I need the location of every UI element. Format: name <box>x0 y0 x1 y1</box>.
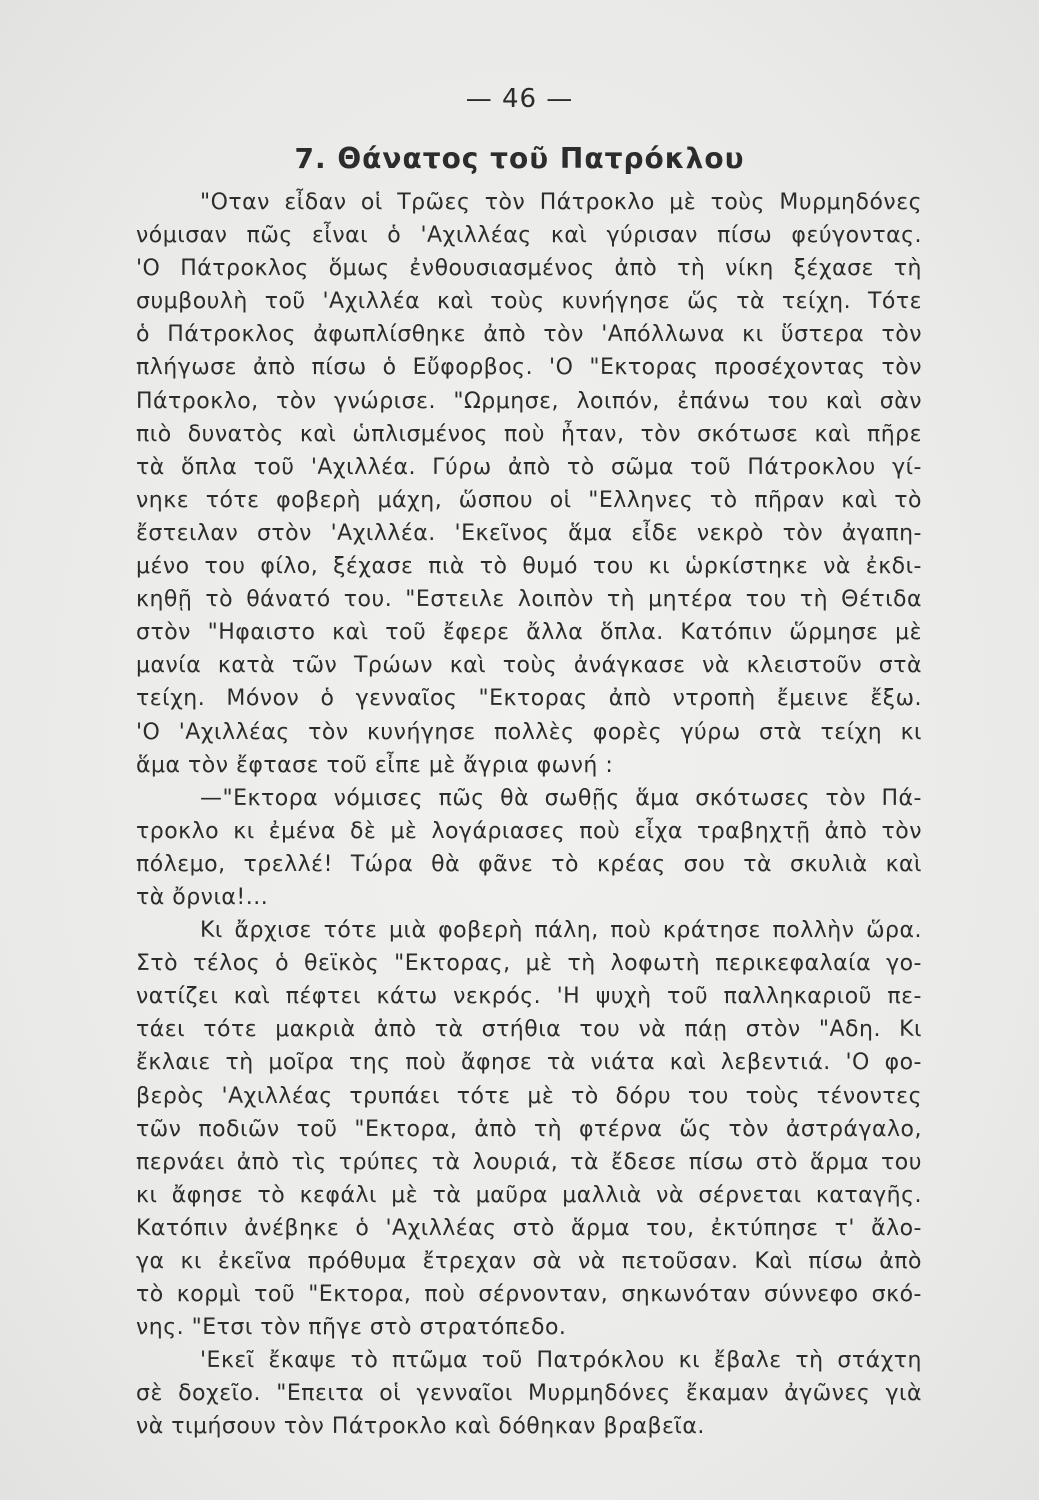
text-line: τροκλο κι ἐμένα δὲ μὲ λογάριασες ποὺ εἶχα τραβηχτῇ ἀπὸ τὸν <box>136 818 922 844</box>
text-line: πιὸ δυνατὸς καὶ ὡπλισμένος ποὺ ἦταν, τὸν σκότωσε καὶ πῆρε <box>136 421 922 447</box>
body-text <box>136 186 922 1444</box>
text-line: Πάτροκλο, τὸν γνώρισε. "Ωρμησε, λοιπόν, ἐπάνω του καὶ σὰν <box>136 388 922 414</box>
text-line: κι ἄφησε τὸ κεφάλι μὲ τὰ μαῦρα μαλλιὰ νὰ σέρνεται καταγῆς. <box>136 1182 922 1208</box>
text-line: 'Ο Πάτροκλος ὅμως ἐνθουσιασμένος ἀπὸ τὴ νίκη ξέχασε τὴ <box>136 256 922 282</box>
text-line: τὰ ὄρνια!... <box>136 884 269 910</box>
page-number: — 46 — <box>465 84 574 114</box>
text-line: νὰ τιμήσουν τὸν Πάτροκλο καὶ δόθηκαν βραβεῖα. <box>136 1414 705 1440</box>
text-line: γα κι ἐκεῖνα πρόθυμα ἔτρεχαν σὰ νὰ πετοῦσαν. Καὶ πίσω ἀπὸ <box>136 1249 922 1274</box>
text-line: βερὸς 'Αχιλλέας τρυπάει τότε μὲ τὸ δόρυ του τοὺς τένοντες <box>136 1083 922 1109</box>
text-line: "Οταν εἶδαν οἱ Τρῶες τὸν Πάτροκλο μὲ τοὺς Μυρμηδόνες <box>200 190 922 215</box>
text-line: στὸν "Ηφαιστο καὶ τοῦ ἔφερε ἄλλα ὅπλα. Κατόπιν ὥρμησε μὲ <box>136 620 922 646</box>
text-line: νόμισαν πῶς εἶναι ὁ 'Αχιλλέας καὶ γύρισαν πίσω φεύγοντας. <box>136 223 922 249</box>
text-line: περνάει ἀπὸ τὶς τρύπες τὰ λουριά, τὰ ἔδεσε πίσω στὸ ἅρμα του <box>136 1149 922 1175</box>
text-line: κηθῇ τὸ θάνατό του. "Εστειλε λοιπὸν τὴ μητέρα του τὴ Θέτιδα <box>136 587 922 613</box>
text-line: νηκε τότε φοβερὴ μάχη, ὥσπου οἱ "Ελληνες τὸ πῆραν καὶ τὸ <box>136 487 922 513</box>
text-line: μένο του φίλο, ξέχασε πιὰ τὸ θυμό του κι ὡρκίστηκε νὰ ἐκδι- <box>136 554 922 580</box>
text-line: Κι ἄρχισε τότε μιὰ φοβερὴ πάλη, ποὺ κράτησε πολλὴν ὥρα. <box>200 918 922 944</box>
text-line: ἔκλαιε τὴ μοῖρα της ποὺ ἄφησε τὰ νιάτα καὶ λεβεντιά. 'Ο φο- <box>136 1050 922 1076</box>
text-line: σὲ δοχεῖο. "Επειτα οἱ γενναῖοι Μυρμηδόνες ἔκαμαν ἀγῶνες γιὰ <box>136 1381 922 1407</box>
text-line: ὁ Πάτροκλος ἀφωπλίσθηκε ἀπὸ τὸν 'Απόλλωνα κι ὕστερα τὸν <box>136 322 922 348</box>
chapter-title: 7. Θάνατος τοῦ Πατρόκλου <box>294 142 745 175</box>
text-line: Στὸ τέλος ὁ θεϊκὸς "Εκτορας, μὲ τὴ λοφωτὴ περικεφαλαία γο- <box>136 951 922 977</box>
text-line: συμβουλὴ τοῦ 'Αχιλλέα καὶ τοὺς κυνήγησε ὥς τὰ τείχη. Τότε <box>136 289 922 315</box>
text-line: τείχη. Μόνον ὁ γενναῖος "Εκτορας ἀπὸ ντροπὴ ἔμεινε ἔξω. <box>136 686 922 712</box>
text-line: πλήγωσε ἀπὸ πίσω ὁ Εὔφορβος. 'Ο "Εκτορας προσέχοντας τὸν <box>136 355 922 381</box>
text-line: ἅμα τὸν ἔφτασε τοῦ εἶπε μὲ ἄγρια φωνή : <box>136 752 614 778</box>
text-line: τὸ κορμὶ τοῦ "Εκτορα, ποὺ σέρνονταν, σηκωνόταν σύννεφο σκό- <box>136 1282 922 1308</box>
text-line: μανία κατὰ τῶν Τρώων καὶ τοὺς ἀνάγκασε νὰ κλειστοῦν στὰ <box>136 653 922 679</box>
text-line: —"Εκτορα νόμισες πῶς θὰ σωθῇς ἅμα σκότωσες τὸν Πά- <box>200 785 922 811</box>
text-line: πόλεμο, τρελλέ! Τώρα θὰ φᾶνε τὸ κρέας σου τὰ σκυλιὰ καὶ <box>136 851 922 877</box>
text-line: 'Εκεῖ ἔκαψε τὸ πτῶμα τοῦ Πατρόκλου κι ἔβαλε τὴ στάχτη <box>200 1348 922 1374</box>
text-line: τάει τότε μακριὰ ἀπὸ τὰ στήθια του νὰ πάῃ στὸν "Αδη. Κι <box>136 1017 922 1043</box>
text-line: ἔστειλαν στὸν 'Αχιλλέα. 'Εκεῖνος ἅμα εἶδε νεκρὸ τὸν ἀγαπη- <box>136 520 922 546</box>
text-line: τῶν ποδιῶν τοῦ "Εκτορα, ἀπὸ τὴ φτέρνα ὥς τὸν ἀστράγαλο, <box>136 1116 922 1142</box>
text-line: 'Ο 'Αχιλλέας τὸν κυνήγησε πολλὲς φορὲς γύρω στὰ τείχη κι <box>136 719 922 745</box>
text-line: νης. "Ετσι τὸν πῆγε στὸ στρατόπεδο. <box>136 1315 567 1341</box>
text-line: νατίζει καὶ πέφτει κάτω νεκρός. 'Η ψυχὴ τοῦ παλληκαριοῦ πε- <box>136 984 922 1010</box>
text-line: Κατόπιν ἀνέβηκε ὁ 'Αχιλλέας στὸ ἅρμα του, ἐκτύπησε τ' ἄλο- <box>136 1215 922 1241</box>
text-line: τὰ ὅπλα τοῦ 'Αχιλλέα. Γύρω ἀπὸ τὸ σῶμα τοῦ Πάτροκλου γί- <box>136 454 922 480</box>
